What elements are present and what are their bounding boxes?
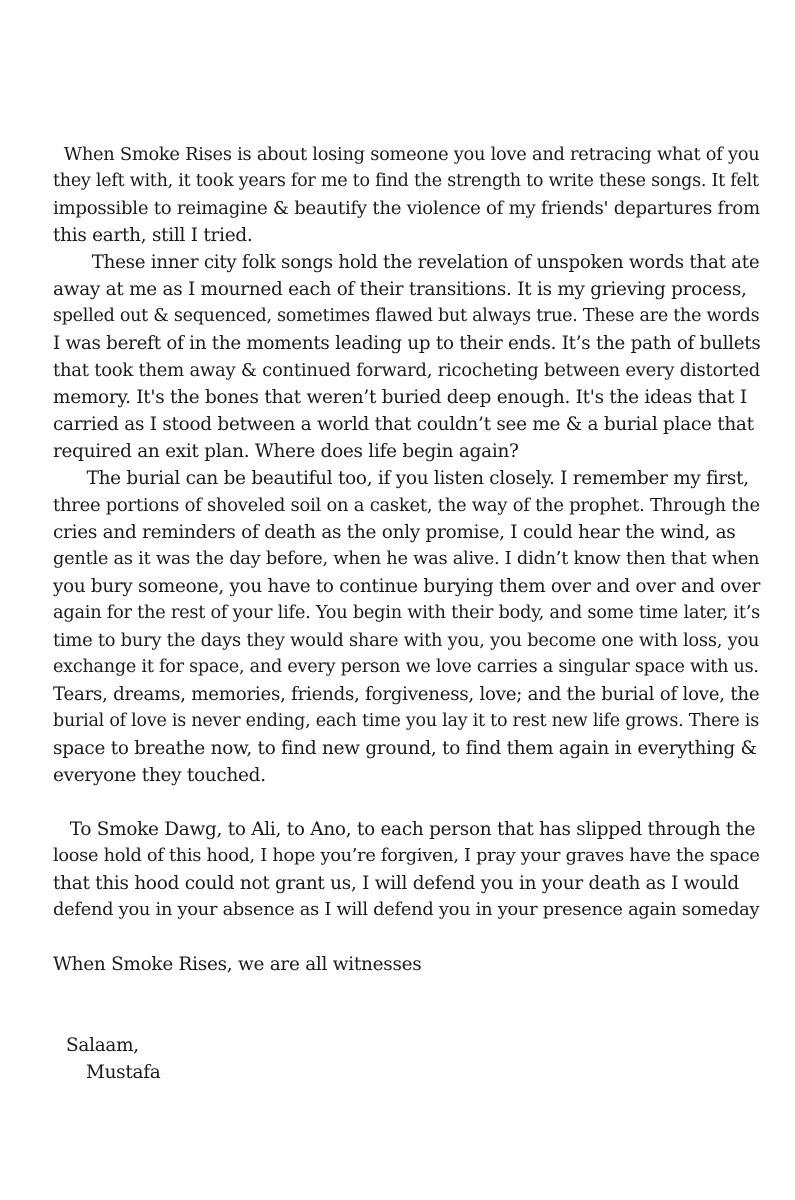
- text-line: Tears, dreams, memories, friends, forgiveness, love; and the burial of love, the: [53, 684, 760, 705]
- text-line: I was bereft of in the moments leading up to their ends. It’s the path of bullets: [53, 333, 761, 354]
- text-line: gentle as it was the day before, when he was alive. I didn’t know then that when: [53, 549, 760, 569]
- text-line: These inner city folk songs hold the revelation of unspoken words that ate: [53, 252, 760, 273]
- text-line: that took them away & continued forward, ricocheting between every distorted: [53, 360, 761, 381]
- text-line: memory. It's the bones that weren’t buried deep enough. It's the ideas that I: [53, 387, 747, 408]
- text-line: everyone they touched.: [53, 765, 266, 786]
- text-line: carried as I stood between a world that couldn’t see me & a burial place that: [53, 414, 754, 435]
- text-line: burial of love is never ending, each time you lay it to rest new life grows. There is: [53, 711, 759, 731]
- text-line: When Smoke Rises is about losing someone you love and retracing what of you: [53, 144, 760, 165]
- text-line: required an exit plan. Where does life begin again?: [53, 441, 519, 462]
- text-line: spelled out & sequenced, sometimes flawed but always true. These are the words: [53, 306, 760, 326]
- salutation: Salaam,: [66, 1035, 139, 1056]
- text-line: that this hood could not grant us, I will defend you in your death as I would: [53, 873, 739, 894]
- text-line: time to bury the days they would share with you, you become one with loss, you: [53, 630, 760, 651]
- text-line: three portions of shoveled soil on a casket, the way of the prophet. Through the: [53, 495, 760, 516]
- text-line: To Smoke Dawg, to Ali, to Ano, to each person that has slipped through the: [53, 819, 756, 840]
- text-line: loose hold of this hood, I hope you’re forgiven, I pray your graves have the space: [53, 846, 760, 866]
- text-line: impossible to reimagine & beautify the violence of my friends' departures from: [53, 198, 760, 219]
- text-line: you bury someone, you have to continue burying them over and over and over: [53, 576, 761, 597]
- text-line: again for the rest of your life. You begin with their body, and some time later, it’s: [53, 603, 760, 623]
- text-line: exchange it for space, and every person we love carries a singular space with us.: [53, 657, 759, 677]
- text-line: The burial can be beautiful too, if you listen closely. I remember my first,: [53, 468, 749, 489]
- text-line: this earth, still I tried.: [53, 225, 253, 246]
- text-line: they left with, it took years for me to find the strength to write these songs. It felt: [53, 171, 759, 191]
- text-line: cries and reminders of death as the only promise, I could hear the wind, as: [53, 522, 736, 543]
- text-line: away at me as I mourned each of their transitions. It is my grieving process,: [53, 279, 747, 300]
- closing-line: When Smoke Rises, we are all witnesses: [53, 954, 422, 975]
- text-line: space to breathe now, to find new ground, to find them again in everything &: [53, 738, 757, 759]
- text-line: defend you in your absence as I will defend you in your presence again someday: [53, 900, 760, 920]
- signature: Mustafa: [86, 1062, 161, 1083]
